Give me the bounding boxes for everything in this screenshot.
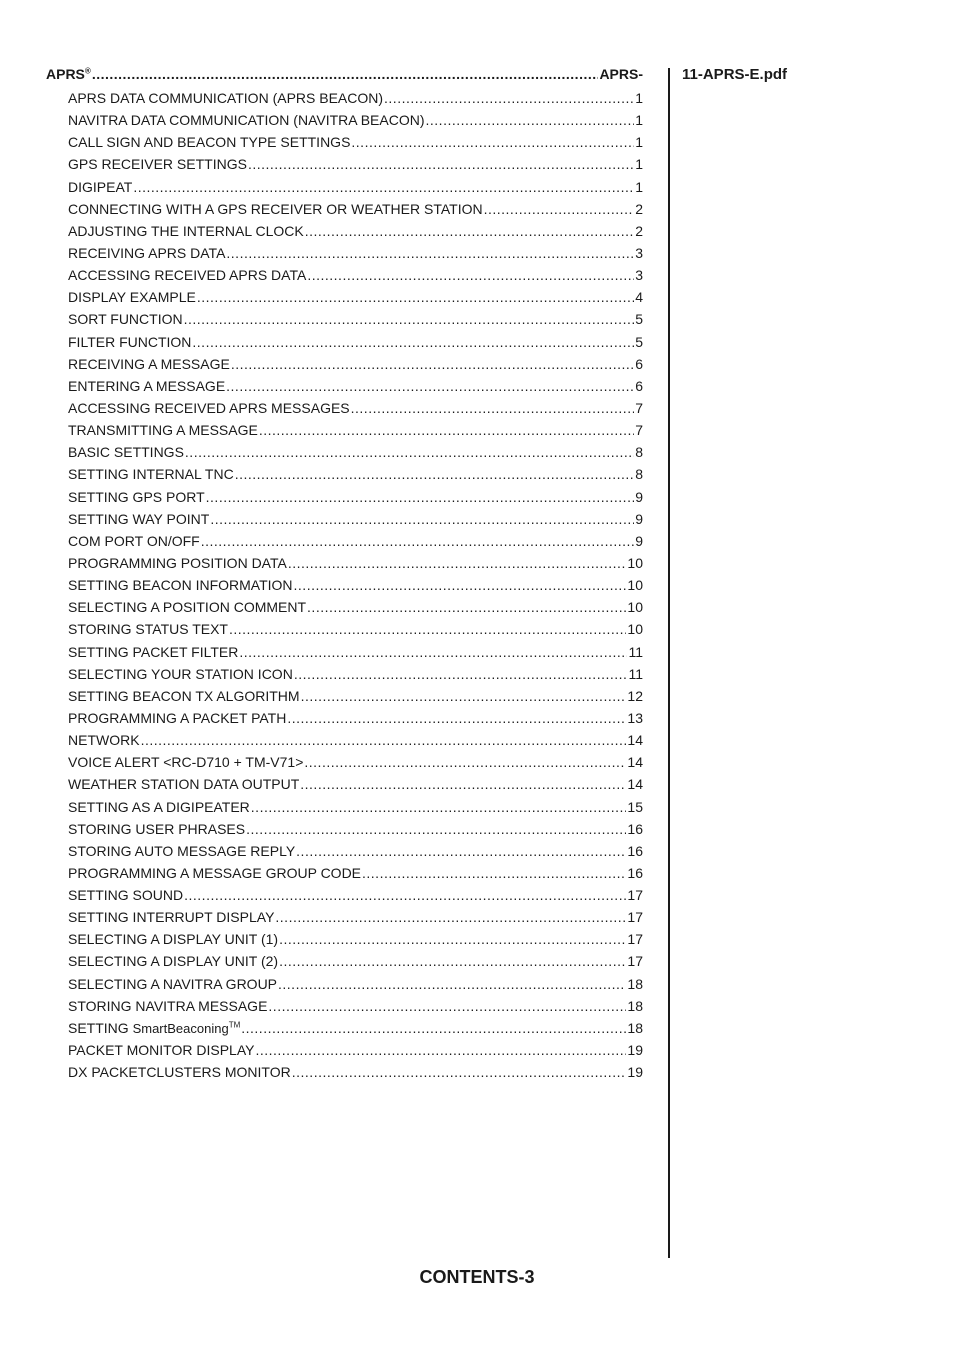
dot-leader	[201, 533, 634, 549]
toc-entry-label: SELECTING A POSITION COMMENT	[68, 599, 307, 616]
toc-entry-label: PROGRAMMING A PACKET PATH	[68, 709, 287, 726]
toc-entry-page: 2	[635, 200, 643, 217]
dot-leader	[206, 489, 635, 505]
toc-entry[interactable]	[46, 710, 643, 732]
toc-entry[interactable]	[46, 356, 643, 378]
toc-entry-page: 8	[635, 444, 643, 461]
toc-entry-page: 17	[627, 887, 643, 904]
toc-heading-label: APRS®	[46, 66, 91, 82]
dot-leader	[279, 931, 626, 947]
dot-leader	[351, 134, 634, 150]
dot-leader	[279, 953, 626, 969]
toc-entry-page: 19	[627, 1064, 643, 1081]
toc-entry-page: 9	[635, 488, 643, 505]
toc-entry-label: RECEIVING APRS DATA	[68, 244, 226, 261]
dot-leader	[229, 621, 626, 637]
toc-entry-label: SETTING SmartBeaconing™	[68, 1019, 241, 1036]
toc-entry[interactable]	[46, 843, 643, 865]
dot-leader	[305, 223, 635, 239]
dot-leader	[296, 843, 626, 859]
dot-leader	[251, 799, 627, 815]
toc-entry-page: 16	[627, 864, 643, 881]
toc-entry[interactable]	[46, 489, 643, 511]
toc-entry[interactable]	[46, 821, 643, 843]
toc-entry-page: 17	[627, 931, 643, 948]
toc-entry[interactable]	[46, 799, 643, 821]
toc-entry-page: 19	[627, 1042, 643, 1059]
toc-entry-page: 1	[635, 112, 643, 129]
toc-entry-label: DX PACKETCLUSTERS MONITOR	[68, 1064, 291, 1081]
toc-entry-page: 1	[635, 134, 643, 151]
dot-leader	[307, 599, 626, 615]
toc-entry[interactable]	[46, 245, 643, 267]
toc-entry-label: STORING NAVITRA MESSAGE	[68, 997, 268, 1014]
toc-entry-page: 17	[627, 953, 643, 970]
toc-entry-label: WEATHER STATION DATA OUTPUT	[68, 776, 300, 793]
toc-entry-page: 10	[627, 621, 643, 638]
toc-entry[interactable]	[46, 400, 643, 422]
dot-leader	[192, 334, 634, 350]
toc-entry[interactable]	[46, 156, 643, 178]
toc-entry[interactable]	[46, 887, 643, 909]
toc-entry-page: 7	[635, 422, 643, 439]
toc-entry-label: SETTING INTERNAL TNC	[68, 466, 234, 483]
toc-entry-page: 15	[627, 798, 643, 815]
file-name: 11-APRS-E.pdf	[682, 66, 788, 83]
toc-entry-label: BASIC SETTINGS	[68, 444, 184, 461]
toc-entry-label: VOICE ALERT <RC-D710 + TM-V71>	[68, 754, 304, 771]
toc-entry-label: ACCESSING RECEIVED APRS DATA	[68, 267, 307, 284]
toc-entry[interactable]	[46, 134, 643, 156]
toc-entry-page: 14	[627, 732, 643, 749]
toc-entry-label: SETTING BEACON TX ALGORITHM	[68, 687, 300, 704]
dot-leader	[92, 66, 599, 82]
toc-entry-page: 16	[627, 820, 643, 837]
toc-entry-label: SELECTING A DISPLAY UNIT (2)	[68, 953, 279, 970]
table-of-contents	[46, 66, 643, 1086]
dot-leader	[197, 289, 634, 305]
toc-entry-label: TRANSMITTING A MESSAGE	[68, 422, 258, 439]
toc-entry-label: SETTING WAY POINT	[68, 510, 210, 527]
toc-entry[interactable]	[46, 1064, 643, 1086]
toc-entry[interactable]	[46, 90, 643, 112]
toc-entry-label: SETTING GPS PORT	[68, 488, 205, 505]
toc-entry[interactable]	[46, 953, 643, 975]
toc-entry[interactable]	[46, 1020, 643, 1042]
toc-entry-label: RECEIVING A MESSAGE	[68, 355, 230, 372]
dot-leader	[275, 909, 626, 925]
dot-leader	[141, 732, 627, 748]
toc-entry-label: SELECTING A DISPLAY UNIT (1)	[68, 931, 279, 948]
toc-entry[interactable]	[46, 511, 643, 533]
toc-entry-label: ACCESSING RECEIVED APRS MESSAGES	[68, 399, 350, 416]
toc-entry[interactable]	[46, 732, 643, 754]
toc-entry-page: 6	[635, 377, 643, 394]
toc-entry-label: CALL SIGN AND BEACON TYPE SETTINGS	[68, 134, 351, 151]
toc-entry-label: PROGRAMMING A MESSAGE GROUP CODE	[68, 864, 362, 881]
toc-entry-page: 4	[635, 289, 643, 306]
dot-leader	[294, 577, 627, 593]
toc-entry-page: 8	[635, 466, 643, 483]
toc-entry-label: PROGRAMMING POSITION DATA	[68, 554, 287, 571]
toc-entry-list	[46, 90, 643, 1086]
toc-entry-page: 10	[627, 599, 643, 616]
toc-entry-page: 18	[627, 997, 643, 1014]
dot-leader	[278, 976, 626, 992]
toc-entry[interactable]	[46, 776, 643, 798]
toc-entry[interactable]	[46, 599, 643, 621]
toc-entry-label: STORING USER PHRASES	[68, 820, 246, 837]
toc-entry-label: SETTING AS A DIGIPEATER	[68, 798, 250, 815]
dot-leader	[235, 466, 635, 482]
toc-entry-label: ADJUSTING THE INTERNAL CLOCK	[68, 222, 304, 239]
toc-entry-page: 10	[627, 577, 643, 594]
toc-entry-page: 5	[635, 311, 643, 328]
toc-entry[interactable]	[46, 311, 643, 333]
toc-entry[interactable]	[46, 466, 643, 488]
toc-entry-label: NAVITRA DATA COMMUNICATION (NAVITRA BEACON)	[68, 112, 425, 129]
dot-leader	[241, 1020, 626, 1036]
toc-entry-page: 9	[635, 532, 643, 549]
trademark-mark: TM	[228, 1020, 241, 1030]
toc-entry-label: STORING STATUS TEXT	[68, 621, 228, 638]
toc-entry[interactable]	[46, 555, 643, 577]
toc-entry[interactable]	[46, 688, 643, 710]
dot-leader	[307, 267, 634, 283]
toc-entry-page: 14	[627, 776, 643, 793]
toc-entry-label: DISPLAY EXAMPLE	[68, 289, 196, 306]
dot-leader	[246, 821, 626, 837]
toc-entry[interactable]	[46, 201, 643, 223]
toc-entry[interactable]	[46, 577, 643, 599]
toc-entry[interactable]	[46, 1042, 643, 1064]
dot-leader	[287, 710, 626, 726]
toc-entry[interactable]	[46, 112, 643, 134]
toc-entry-page: 17	[627, 909, 643, 926]
toc-entry-page: 13	[627, 709, 643, 726]
dot-leader	[185, 444, 634, 460]
dot-leader	[294, 666, 628, 682]
dot-leader	[351, 400, 635, 416]
toc-entry[interactable]	[46, 378, 643, 400]
dot-leader	[484, 201, 635, 217]
toc-entry-label: SETTING INTERRUPT DISPLAY	[68, 909, 275, 926]
toc-entry[interactable]	[46, 621, 643, 643]
dot-leader	[248, 156, 634, 172]
toc-entry-page: 3	[635, 267, 643, 284]
toc-entry-page: 10	[627, 554, 643, 571]
toc-entry[interactable]	[46, 223, 643, 245]
page-footer: CONTENTS-3	[419, 1267, 535, 1287]
toc-entry-page: 1	[635, 90, 643, 106]
dot-leader	[184, 311, 635, 327]
dot-leader	[226, 245, 634, 261]
toc-entry-page: 1	[635, 156, 643, 173]
toc-entry-label: NETWORK	[68, 732, 140, 749]
toc-heading-page: APRS-	[599, 66, 643, 82]
toc-entry-label: PACKET MONITOR DISPLAY	[68, 1042, 255, 1059]
toc-entry[interactable]	[46, 289, 643, 311]
dot-leader	[239, 644, 627, 660]
toc-entry-label: COM PORT ON/OFF	[68, 532, 200, 549]
toc-entry-page: 11	[628, 665, 643, 682]
toc-entry[interactable]	[46, 865, 643, 887]
toc-entry-label: SETTING PACKET FILTER	[68, 643, 239, 660]
toc-entry-label: FILTER FUNCTION	[68, 333, 192, 350]
toc-entry[interactable]	[46, 334, 643, 356]
dot-leader	[426, 112, 635, 128]
toc-entry-page: 18	[627, 975, 643, 992]
toc-heading[interactable]	[46, 66, 643, 86]
dot-leader	[268, 998, 626, 1014]
toc-entry-label: STORING AUTO MESSAGE REPLY	[68, 842, 296, 859]
dot-leader	[259, 422, 634, 438]
toc-entry-label: SELECTING A NAVITRA GROUP	[68, 975, 278, 992]
dot-leader	[288, 555, 627, 571]
toc-entry-page: 6	[635, 355, 643, 372]
toc-entry-page: 14	[627, 754, 643, 771]
toc-entry-page: 9	[635, 510, 643, 527]
toc-entry[interactable]	[46, 998, 643, 1020]
toc-entry-page: 3	[635, 244, 643, 261]
column-divider	[668, 68, 670, 1258]
toc-entry[interactable]	[46, 179, 643, 201]
toc-entry-page: 1	[635, 178, 643, 195]
dot-leader	[300, 776, 626, 792]
dot-leader	[133, 179, 634, 195]
toc-entry-page: 7	[635, 399, 643, 416]
toc-entry[interactable]	[46, 754, 643, 776]
toc-entry[interactable]	[46, 533, 643, 555]
dot-leader	[255, 1042, 626, 1058]
toc-entry-label: ENTERING A MESSAGE	[68, 377, 226, 394]
toc-entry-label: DIGIPEAT	[68, 178, 133, 195]
toc-entry[interactable]	[46, 644, 643, 666]
dot-leader	[226, 378, 634, 394]
dot-leader	[231, 356, 634, 372]
toc-entry[interactable]	[46, 909, 643, 931]
toc-entry-label: CONNECTING WITH A GPS RECEIVER OR WEATHER STATION	[68, 200, 483, 217]
toc-entry-label: SETTING SOUND	[68, 887, 184, 904]
toc-entry-page: 5	[635, 333, 643, 350]
toc-entry[interactable]	[46, 444, 643, 466]
toc-entry-label: APRS DATA COMMUNICATION (APRS BEACON)	[68, 90, 384, 106]
registered-mark: ®	[84, 66, 91, 76]
toc-entry[interactable]	[46, 422, 643, 444]
toc-entry-page: 16	[627, 842, 643, 859]
toc-entry-page: 12	[627, 687, 643, 704]
toc-entry-label: SORT FUNCTION	[68, 311, 183, 328]
dot-leader	[304, 754, 626, 770]
toc-entry-label: GPS RECEIVER SETTINGS	[68, 156, 247, 173]
toc-entry[interactable]	[46, 931, 643, 953]
toc-entry-page: 2	[635, 222, 643, 239]
dot-leader	[184, 887, 626, 903]
dot-leader	[210, 511, 634, 527]
dot-leader	[362, 865, 626, 881]
dot-leader	[292, 1064, 627, 1080]
toc-entry[interactable]	[46, 666, 643, 688]
toc-entry-label: SELECTING YOUR STATION ICON	[68, 665, 293, 682]
dot-leader	[301, 688, 627, 704]
toc-entry-page: 18	[627, 1019, 643, 1036]
toc-entry-label: SETTING BEACON INFORMATION	[68, 577, 293, 594]
toc-entry-page: 11	[628, 643, 643, 660]
dot-leader	[384, 90, 634, 106]
toc-entry[interactable]	[46, 976, 643, 998]
toc-entry[interactable]	[46, 267, 643, 289]
